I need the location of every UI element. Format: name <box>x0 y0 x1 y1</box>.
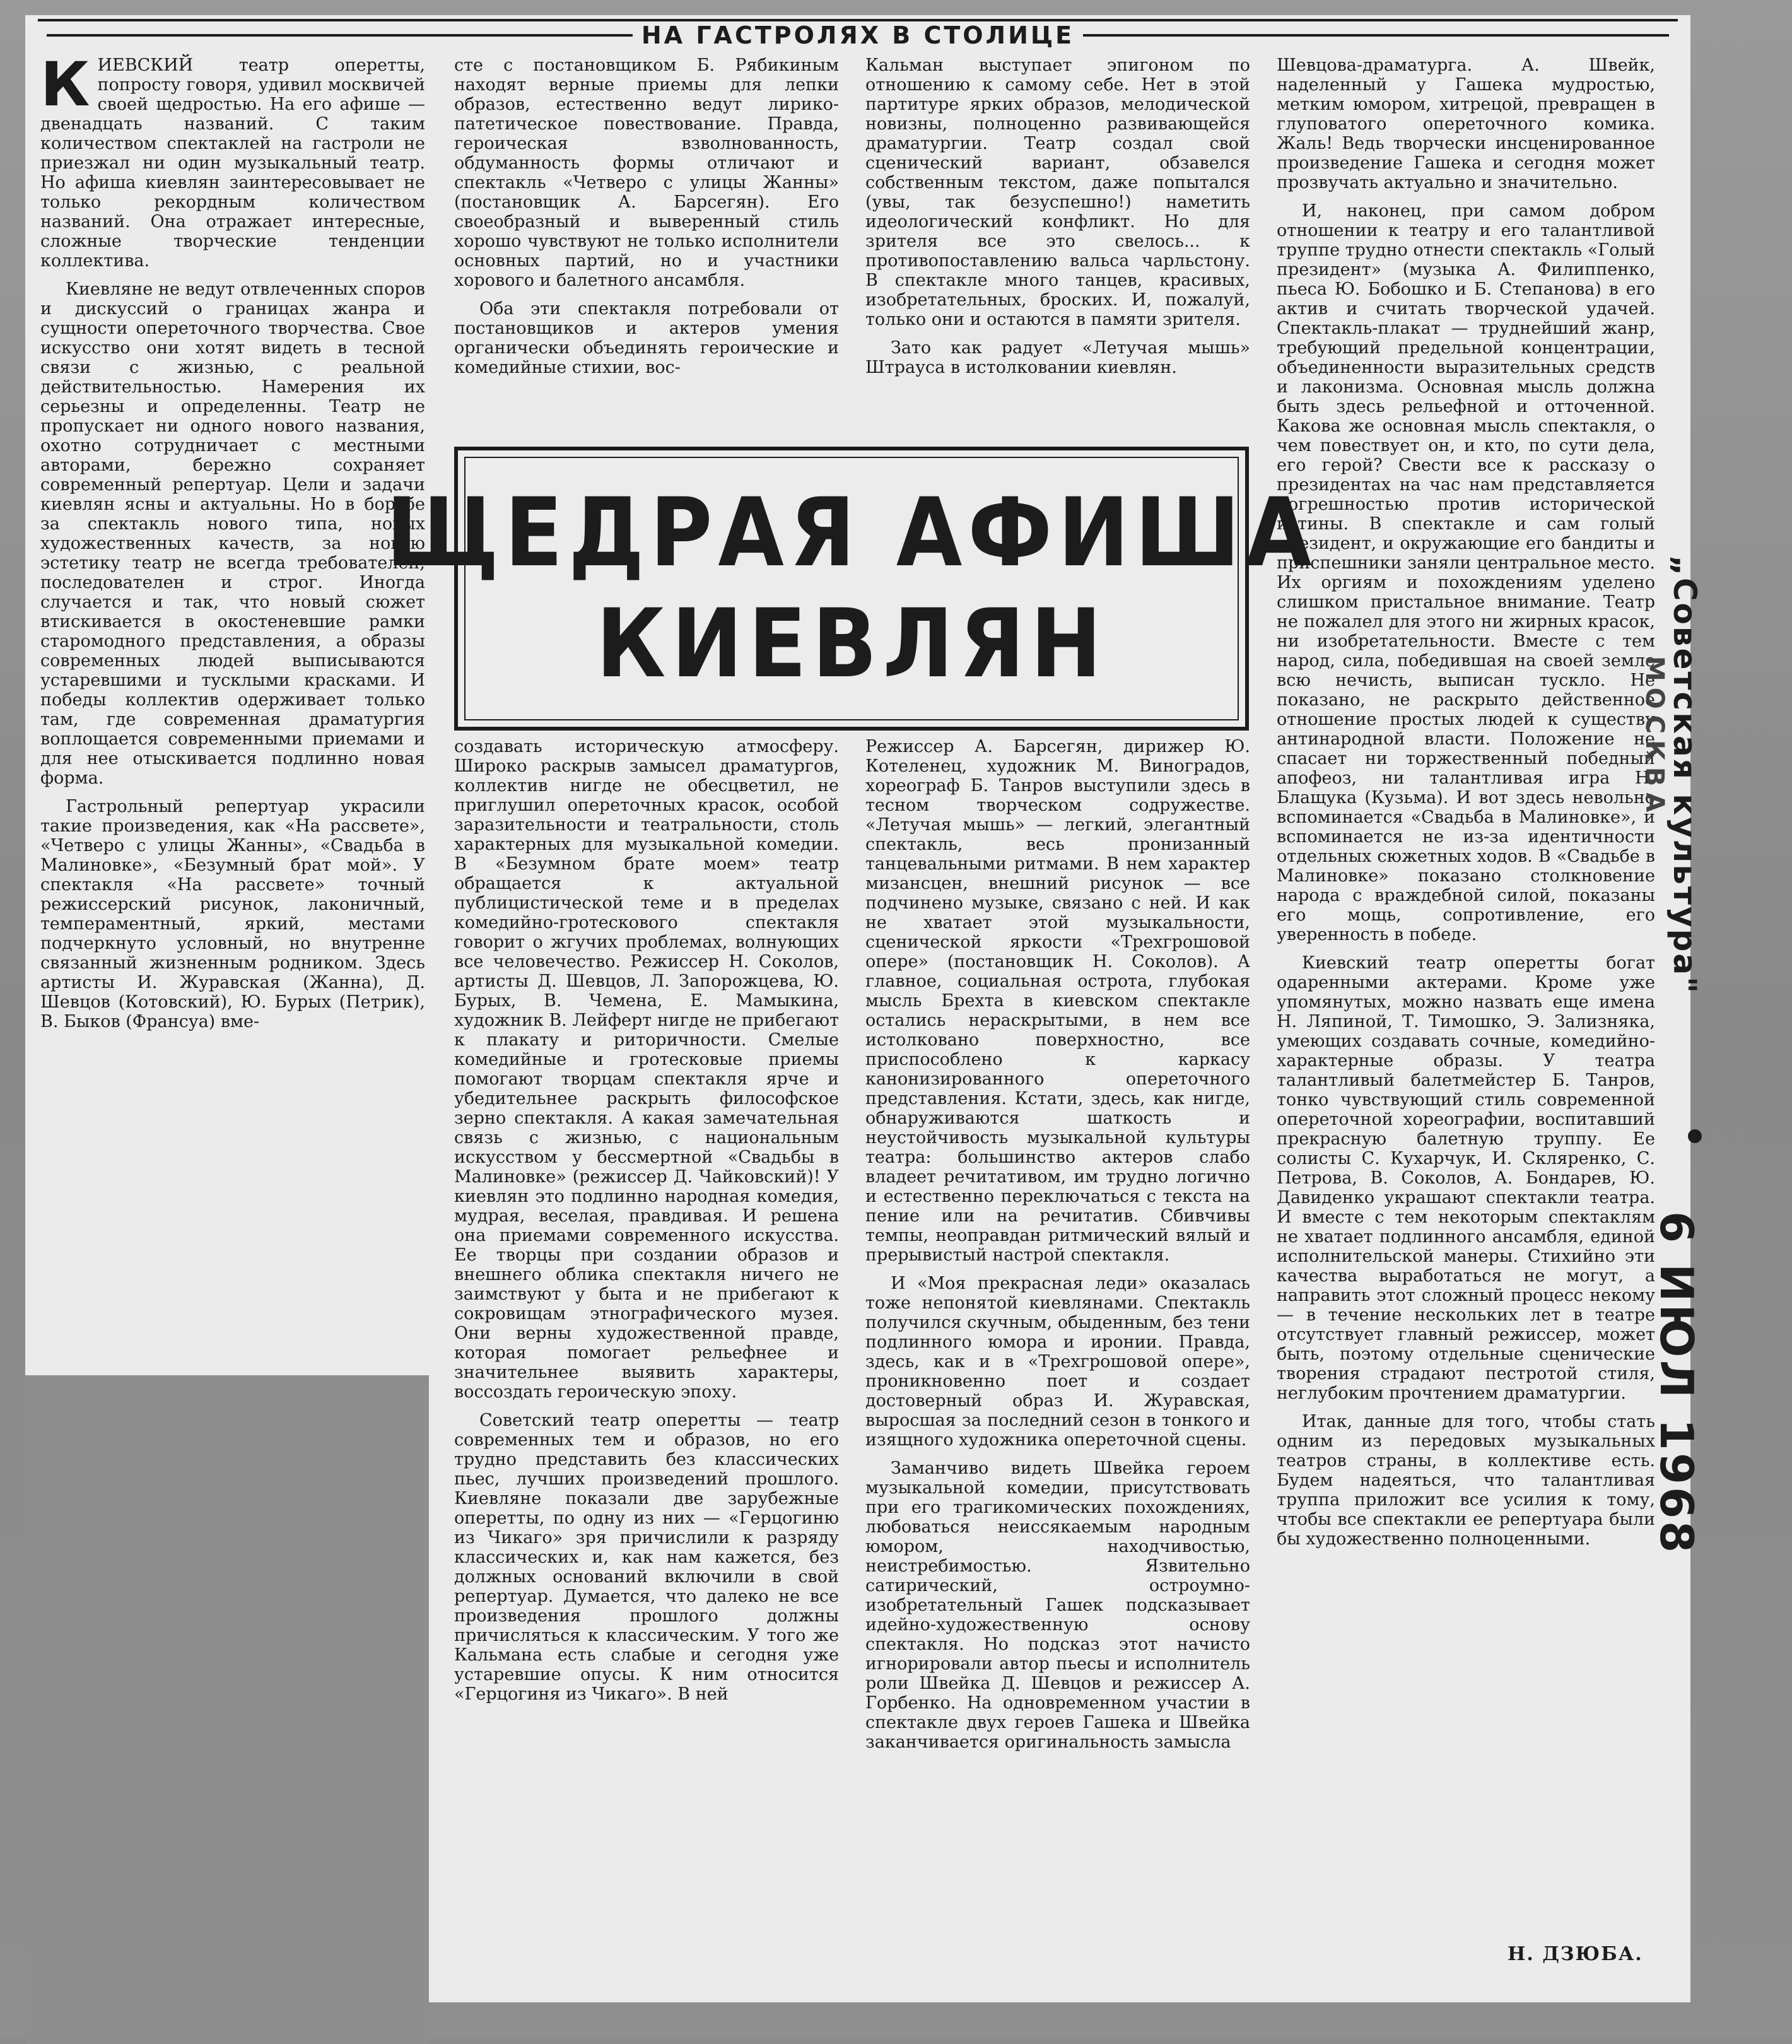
paragraph: Оба эти спектакля потребовали от постановщиков и актеров умения органически объединять героические и комедийные стихии, вос- <box>454 299 839 377</box>
article-column-1 <box>40 49 425 1040</box>
author-signature: Н. ДЗЮБА. <box>1508 1943 1643 1965</box>
paragraph: Киевляне не ведут отвлеченных споров и дискуссий о границах жанра и сущности опереточного творчества. Свое искусство они хотят видеть в тесной связи с жизнью, с реальной действительностью. Намерения их серьезны и определенны. Театр не пропускает ни одного нового названия, охотно сотрудничает с местными авторами, бережно сохраняет современный репертуар. Цели и задачи киевлян ясны и актуальны. Но в борьбе за спектакль нового типа, новых художественных качеств, за новую эстетику театр не всегда требователен, последователен и строг. Иногда случается и так, что новый сюжет втискивается в окостеневшие рамки старомодного представления, а образы современных людей выписываются устаревшими и тусклыми красками. И победы коллектив одерживает только там, где современная драматургия воплощается современными приемами и для нее отыскивается подлинно новая форма. <box>40 279 425 788</box>
paragraph: Кальман выступает эпигоном по отношению к самому себе. Нет в этой партитуре ярких образов, мелодической новизны, полноценно развивающейся драматургии. Театр создал свой сценический вариант, обзавелся собственным текстом, даже попытался (увы, так безуспешно!) наметить идеологический конфликт. Но для зрителя все это свелось... к противопоставлению вальса чарльстону. В спектакле много танцев, красивых, изобретательных, броских. И, пожалуй, только они и остаются в памяти зрителя. <box>865 56 1250 329</box>
section-header <box>38 19 1678 49</box>
article-column-2-top <box>454 56 839 386</box>
paragraph: Режиссер А. Барсегян, дирижер Ю. Котеленец, художник М. Виноградов, хореограф Б. Танров выступили здесь в тесном творческом содружестве. «Летучая мышь» — легкий, элегантный спектакль, весь пронизанный танцевальными ритмами. В нем характер мизансцен, внешний рисунок — все подчинено музыке, связано с ней. И как не хватает этой музыкальности, сценической яркости «Трехгрошовой опере» (постановщик Н. Соколов). А главное, социальная острота, глубокая мысль Брехта в киевском спектакле остались нераскрытыми, в нем все истолковано поверхностно, все приспособлено к каркасу канонизированного опереточного представления. Кстати, здесь, как нигде, обнаруживаются шаткость и неустойчивость музыкальной культуры театра: большинство актеров слабо владеет речитативом, им трудно логично и естественно переключаться с текста на пение или на речитатив. Сбивчивы темпы, неоправдан ритмический вялый и прерывистый настрой спектакля. <box>865 737 1250 1265</box>
paragraph: И, наконец, при самом добром отношении к театру и его талантливой труппе трудно отнести спектакль «Голый президент» (музыка А. Филиппенко, пьеса Ю. Бобошко и Б. Степанова) в его актив и считать творческой удачей. Спектакль-плакат — труднейший жанр, требующий предельной концентрации, объединенности выразительных средств и лаконизма. Основная мысль должна быть здесь рельефной и отточенной. Какова же основная мысль спектакля, о чем повествует он, и кто, по сути дела, его герой? Свести все к рассказу о президентах на час нам представляется погрешностью против исторической истины. В спектакле и сам голый президент, и окружающие его бандиты и приспешники заняли центральное место. Их оргиям и похождениям уделено слишком пристальное внимание. Театр не пожалел для этого ни жирных красок, ни изобретательности. Вместе с тем народ, сила, победившая на своей земле всю нечисть, выписан тускло. Не показано, не раскрыто действенное отношение простых людей к существу антинародной власти. Положение не спасает ни торжественный победный апофеоз, ни талантливая игра Н. Блащука (Кузьма). И вот здесь невольно вспоминается «Свадьба в Малиновке», и вспоминается не из-за идентичности отдельных сюжетных ходов. В «Свадьбе в Малиновке» показано столкновение народа с враждебной силой, показаны его мощь, сопротивление, его уверенность в победе. <box>1277 201 1655 944</box>
paragraph: Зато как радует «Летучая мышь» Штрауса в истолковании киевлян. <box>865 338 1250 377</box>
paragraph: Советский театр оперетты — театр современных тем и образов, но его трудно представить без классических пьес, лучших произведений прошлого. Киевляне показали две зарубежные оперетты, по одну из них — «Герцогиню из Чикаго» зря причислили к разряду классических и, как нам кажется, без должных оснований включили в свой репертуар. Думается, что далеко не все произведения прошлого должны причисляться к классическим. У того же Кальмана есть слабые и сегодня уже устаревшие опусы. К ним относится «Герцогиня из Чикаго». В ней <box>454 1411 839 1704</box>
article-column-2-bottom <box>454 737 839 1713</box>
paragraph: Заманчиво видеть Швейка героем музыкальной комедии, присутствовать при его трагикомических похождениях, любоваться неиссякаемым народным юмором, находчивостью, неистребимостью. Язвительно сатирический, остроумно-изобретательный Гашек подсказывает идейно-художественную основу спектакля. Но подсказ этот начисто игнорировали автор пьесы и исполнитель роли Швейка Д. Шевцов и режиссер А. Горбенко. На одновременном участии в спектакле двух героев Гашека и Швейка заканчивается оригинальность замысла <box>865 1459 1250 1752</box>
paragraph: Киевский театр оперетты богат одаренными актерами. Кроме уже упомянутых, можно назвать еще имена Н. Ляпиной, Т. Тимошко, Э. Зализняка, умеющих создавать сочные, комедийно-характерные образы. У театра талантливый балетмейстер Б. Танров, тонко чувствующий стиль современной опереточной хореографии, воспитавший прекрасную балетную труппу. Ее солисты С. Кухарчук, И. Скляренко, С. Петрова, В. Соколов, А. Бондарев, Ю. Давиденко украшают спектакли театра. И вместе с тем некоторым спектаклям не хватает подлинного ансамбля, единой исполнительской манеры. Стихийно эти качества выработаться не могут, а направить этот сложный процесс некому — в течение нескольких лет в театре отсутствует главный режиссер, может быть, поэтому отдельные сценические творения страдают пестротой стиля, неглубоким прочтением драматургии. <box>1277 953 1655 1403</box>
paragraph: создавать историческую атмосферу. Широко раскрыв замысел драматургов, коллектив нигде не обесцветил, не приглушил опереточных красок, особой заразительности и театральности, столь характерных для музыкальной комедии. В «Безумном брате моем» театр обращается к актуальной публицистической теме и в пределах комедийно-гротескового спектакля говорит о жгучих проблемах, волнующих все человечество. Режиссер Н. Соколов, артисты Д. Шевцов, Л. Запорожцева, Ю. Бурых, В. Чемена, Е. Мамыкина, художник В. Лейферт нигде не прибегают к плакату и риторичности. Смелые комедийные и гротесковые приемы помогают творцам спектакля ярче и убедительнее раскрыть философское зерно спектакля. А какая замечательная связь с жизнью, с национальным искусством у бессмертной «Свадьбы в Малиновке» (режиссер Д. Чайковский)! У киевлян это подлинно народная комедия, мудрая, веселая, правдивая. И решена она приемами современного искусства. Ее творцы при создании образов и внешнего облика спектакля ничего не заимствуют у быта и не прибегают к сокровищам этнографического музея. Они верны художественной правде, которая помогает рельефнее и значительнее выявить характеры, воссоздать героическую эпоху. <box>454 737 839 1402</box>
paragraph: Шевцова-драматурга. А. Швейк, наделенный у Гашека мудростью, метким юмором, хитрецой, превращен в глуповатого опереточного комика. Жаль! Ведь творчески инсценированное произведение Гашека и сегодня может прозвучать актуально и значительно. <box>1277 56 1655 192</box>
stamp-date: 6 ИЮЛ 1968 <box>1650 1211 1703 1556</box>
stamp-bullet-mark <box>1688 1129 1702 1143</box>
archive-stamp <box>1640 555 1703 1556</box>
paragraph: И «Моя прекрасная леди» оказалась тоже непонятой киевлянами. Спектакль получился скучным, обыденным, без тени подлинного юмора и иронии. Правда, здесь, как и в «Трехгрошовой опере», проникновенно поет и создает достоверный образ И. Журавская, выросшая за последний сезон в тонкого и изящного художника опереточной сцены. <box>865 1274 1250 1450</box>
article-column-3-top <box>865 56 1250 386</box>
section-header-text: НА ГАСТРОЛЯХ В СТОЛИЦЕ <box>641 21 1075 49</box>
paragraph: сте с постановщиком Б. Рябикиным находят верные приемы для лепки образов, естественно ведут лирико-патетическое повествование. Правда, героическая взволнованность, обдуманность формы отличают и спектакль «Четверо с улицы Жанны» (постановщик А. Барсегян). Его своеобразный и выверенный стиль хорошо чувствуют не только исполнители основных партий, но и участники хорового и балетного ансамбля. <box>454 56 839 290</box>
paragraph: Гастрольный репертуар украсили такие произведения, как «На рассвете», «Четверо с улицы Жанны», «Свадьба в Малиновке», «Безумный брат мой». У спектакля «На рассвете» точный режиссерский рисунок, лаконичный, темпераментный, яркий, местами подчеркнуто условный, но внутренне связанный жизненным родником. Здесь артисты И. Журавская (Жанна), Д. Шевцов (Котовский), Ю. Бурых (Петрик), В. Быков (Франсуа) вме- <box>40 797 425 1031</box>
headline-line-2: КИЕВЛЯН <box>595 589 1108 699</box>
clipping-cutout-area <box>25 1375 429 2044</box>
header-rule-left <box>47 34 633 37</box>
headline-line-1: ЩЕДРАЯ АФИША <box>385 478 1318 588</box>
article-headline <box>385 447 1318 731</box>
paragraph-text: ИЕВСКИЙ театр оперетты, попросту говоря, удивил москвичей своей щедростью. На его афише — двенадцать названий. С таким количеством спектаклей на гастроли не приезжал ни один музыкальный театр. Но афиша киевлян заинтересовывает не только рекордным количеством названий. Она отражает интересные, сложные творческие тенденции коллектива. <box>40 56 425 271</box>
drop-cap: К <box>40 49 90 120</box>
paragraph <box>40 49 425 271</box>
stamp-newspaper-name: „Советская культура" <box>1666 555 1703 996</box>
stamp-city: МОСКВА <box>1640 656 1669 819</box>
article-column-3-bottom <box>865 737 1250 1761</box>
header-rule-right <box>1083 34 1669 37</box>
paragraph: Итак, данные для того, чтобы стать одним из передовых музыкальных театров страны, в коллективе есть. Будем надеяться, что талантливая труппа приложит все усилия к тому, чтобы все спектакли ее репертуара были бы художественно полноценными. <box>1277 1412 1655 1549</box>
article-column-4 <box>1277 56 1655 1558</box>
